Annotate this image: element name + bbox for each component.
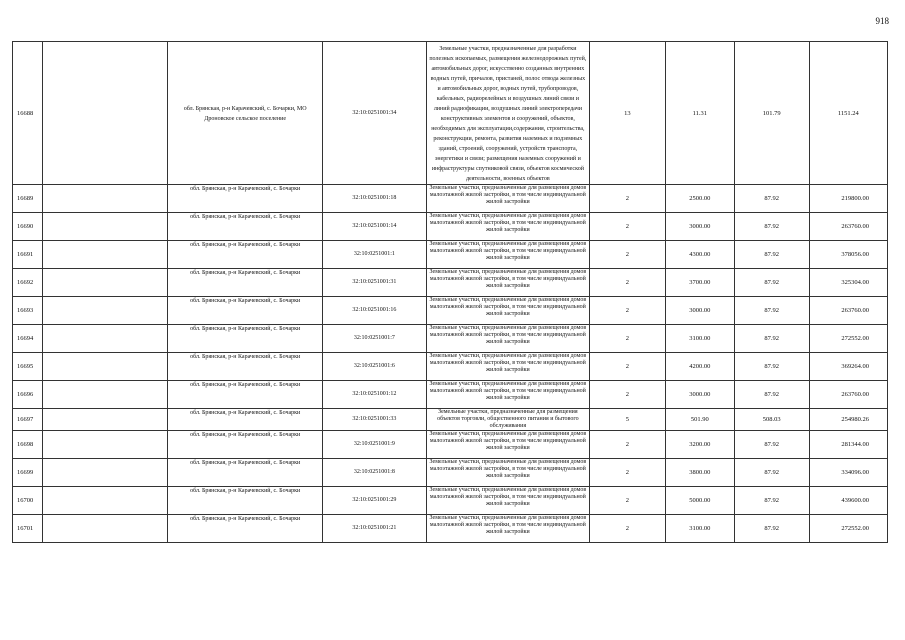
row-area: 3100.00	[665, 325, 734, 353]
row-address: обл. Брянская, р-н Карачевский, с. Бочарки	[168, 409, 322, 431]
row-rate: 87.92	[734, 381, 809, 409]
row-address: обл. Брянская, р-н Карачевский, с. Бочарки	[168, 381, 322, 409]
row-rate: 87.92	[734, 269, 809, 297]
row-rate: 87.92	[734, 353, 809, 381]
row-address: обл. Брянская, р-н Карачевский, с. Бочарки	[168, 325, 322, 353]
row-purpose: Земельные участки, предназначенные для размещения домов малоэтажной жилой застройки, в том числе индивидуальной жилой застройки	[426, 515, 589, 543]
row-group: 2	[589, 381, 665, 409]
row-cadastral-number: 32:10:0251001:12	[322, 381, 426, 409]
row-rate: 87.92	[734, 185, 809, 213]
empty-cell	[43, 459, 168, 487]
row-area: 3000.00	[665, 213, 734, 241]
row-cadastral-number: 32:10:0251001:9	[322, 431, 426, 459]
row-group: 2	[589, 487, 665, 515]
row-cost: 325304.00	[809, 269, 887, 297]
row-purpose: Земельные участки, предназначенные для размещения домов малоэтажной жилой застройки, в том числе индивидуальной жилой застройки	[426, 297, 589, 325]
row-id: 16692	[13, 269, 43, 297]
row-rate: 87.92	[734, 515, 809, 543]
row-rate: 508.03	[734, 409, 809, 431]
row-purpose: Земельные участки, предназначенные для размещения домов малоэтажной жилой застройки, в том числе индивидуальной жилой застройки	[426, 353, 589, 381]
table-row	[13, 42, 888, 185]
row-group: 2	[589, 269, 665, 297]
row-cadastral-number: 32:10:0251001:7	[322, 325, 426, 353]
row-area: 5000.00	[665, 487, 734, 515]
row-area: 3200.00	[665, 431, 734, 459]
row-area: 11.31	[665, 42, 734, 185]
row-purpose: Земельные участки, предназначенные для размещения домов малоэтажной жилой застройки, в том числе индивидуальной жилой застройки	[426, 487, 589, 515]
row-address: обл. Брянская, р-н Карачевский, с. Бочарки	[168, 487, 322, 515]
table-row	[13, 459, 888, 487]
row-cost: 378056.00	[809, 241, 887, 269]
row-rate: 87.92	[734, 487, 809, 515]
row-group: 2	[589, 325, 665, 353]
table-body	[13, 42, 888, 543]
row-cost: 334096.00	[809, 459, 887, 487]
row-purpose: Земельные участки, предназначенные для размещения домов малоэтажной жилой застройки, в том числе индивидуальной жилой застройки	[426, 381, 589, 409]
table-row	[13, 213, 888, 241]
row-purpose: Земельные участки, предназначенные для размещения домов малоэтажной жилой застройки, в том числе индивидуальной жилой застройки	[426, 431, 589, 459]
table-row	[13, 241, 888, 269]
row-cadastral-number: 32:10:0251001:33	[322, 409, 426, 431]
row-purpose: Земельные участки, предназначенные для размещения домов малоэтажной жилой застройки, в том числе индивидуальной жилой застройки	[426, 325, 589, 353]
row-cadastral-number: 32:10:0251001:16	[322, 297, 426, 325]
row-id: 16696	[13, 381, 43, 409]
row-group: 13	[589, 42, 665, 185]
table-row	[13, 185, 888, 213]
page-number: 918	[875, 16, 889, 26]
row-area: 3000.00	[665, 297, 734, 325]
empty-cell	[43, 269, 168, 297]
row-cost: 281344.00	[809, 431, 887, 459]
row-area: 2500.00	[665, 185, 734, 213]
row-cadastral-number: 32:10:0251001:14	[322, 213, 426, 241]
row-cadastral-number: 32:10:0251001:34	[322, 42, 426, 185]
row-address: обл. Брянская, р-н Карачевский, с. Бочарки	[168, 459, 322, 487]
table-row	[13, 431, 888, 459]
row-group: 2	[589, 241, 665, 269]
row-cost: 254980.26	[809, 409, 887, 431]
row-id: 16698	[13, 431, 43, 459]
row-group: 2	[589, 213, 665, 241]
table-row	[13, 487, 888, 515]
row-cost: 263760.00	[809, 381, 887, 409]
row-purpose: Земельные участки, предназначенные для размещения домов малоэтажной жилой застройки, в том числе индивидуальной жилой застройки	[426, 269, 589, 297]
row-id: 16701	[13, 515, 43, 543]
row-purpose: Земельные участки, предназначенные для размещения домов малоэтажной жилой застройки, в том числе индивидуальной жилой застройки	[426, 241, 589, 269]
table-row	[13, 515, 888, 543]
row-group: 2	[589, 459, 665, 487]
row-address: обл. Брянская, р-н Карачевский, с. Бочарки	[168, 515, 322, 543]
row-area: 3000.00	[665, 381, 734, 409]
empty-cell	[43, 515, 168, 543]
row-area: 4200.00	[665, 353, 734, 381]
table-row	[13, 353, 888, 381]
row-cadastral-number: 32:10:0251001:31	[322, 269, 426, 297]
row-purpose: Земельные участки, предназначенные для размещения домов малоэтажной жилой застройки, в том числе индивидуальной жилой застройки	[426, 185, 589, 213]
row-cadastral-number: 32:10:0251001:8	[322, 459, 426, 487]
row-cost: 439600.00	[809, 487, 887, 515]
empty-cell	[43, 325, 168, 353]
row-rate: 101.79	[734, 42, 809, 185]
row-group: 2	[589, 185, 665, 213]
row-group: 2	[589, 297, 665, 325]
row-cadastral-number: 32:10:0251001:6	[322, 353, 426, 381]
row-area: 501.90	[665, 409, 734, 431]
row-id: 16689	[13, 185, 43, 213]
empty-cell	[43, 241, 168, 269]
row-cadastral-number: 32:10:0251001:1	[322, 241, 426, 269]
row-cadastral-number: 32:10:0251001:21	[322, 515, 426, 543]
table-row	[13, 325, 888, 353]
empty-cell	[43, 42, 168, 185]
row-address: обл. Брянская, р-н Карачевский, с. Бочарки	[168, 297, 322, 325]
empty-cell	[43, 381, 168, 409]
row-cadastral-number: 32:10:0251001:18	[322, 185, 426, 213]
row-id: 16700	[13, 487, 43, 515]
row-group: 2	[589, 515, 665, 543]
row-cost: 263760.00	[809, 297, 887, 325]
row-area: 3100.00	[665, 515, 734, 543]
row-address: обл. Брянская, р-н Карачевский, с. Бочарки	[168, 431, 322, 459]
row-cost: 263760.00	[809, 213, 887, 241]
row-id: 16697	[13, 409, 43, 431]
row-rate: 87.92	[734, 297, 809, 325]
row-purpose: Земельные участки, предназначенные для размещения объектов торговли, общественного питания и бытового обслуживания	[426, 409, 589, 431]
row-purpose: Земельные участки, предназначенные для размещения домов малоэтажной жилой застройки, в том числе индивидуальной жилой застройки	[426, 213, 589, 241]
row-address: обл. Брянская, р-н Карачевский, с. Бочарки	[168, 269, 322, 297]
empty-cell	[43, 213, 168, 241]
row-rate: 87.92	[734, 459, 809, 487]
row-cost: 219800.00	[809, 185, 887, 213]
row-id: 16688	[13, 42, 43, 185]
empty-cell	[43, 487, 168, 515]
row-id: 16694	[13, 325, 43, 353]
row-address: обл. Брянская, р-н Карачевский, с. Бочарки	[168, 213, 322, 241]
row-group: 5	[589, 409, 665, 431]
row-cost: 1151.24	[809, 42, 887, 185]
table-row	[13, 409, 888, 431]
row-id: 16695	[13, 353, 43, 381]
row-cost: 369264.00	[809, 353, 887, 381]
row-rate: 87.92	[734, 431, 809, 459]
row-id: 16693	[13, 297, 43, 325]
empty-cell	[43, 353, 168, 381]
row-address: обл. Брянская, р-н Карачевский, с. Бочарки	[168, 353, 322, 381]
row-address: обл. Брянская, р-н Карачевский, с. Бочарки	[168, 241, 322, 269]
row-id: 16691	[13, 241, 43, 269]
row-purpose: Земельные участки, предназначенные для размещения домов малоэтажной жилой застройки, в том числе индивидуальной жилой застройки	[426, 459, 589, 487]
row-cost: 272552.00	[809, 515, 887, 543]
row-area: 3700.00	[665, 269, 734, 297]
row-rate: 87.92	[734, 325, 809, 353]
row-rate: 87.92	[734, 213, 809, 241]
row-cadastral-number: 32:10:0251001:29	[322, 487, 426, 515]
cadastral-value-table	[12, 41, 888, 543]
row-purpose: Земельные участки, предназначенные для разработки полезных ископаемых, размещения железнодорожных путей, автомобильных дорог, искусственно созданных внутренних водных путей, причалов, пристаней, полос отвода железных и автомобильных дорог, водных путей, трубопроводов, кабельных, радиорелейных и воздушных линий связи и линий радиофикации, воздушных линий электропередачи конструктивных элементов и сооружений, объектов, необходимых для эксплуатации,содержания, строительства, реконструкции, ремонта, развития наземных и подземных зданий, строений, сооружений, устройств транспорта, энергетики и связи; размещения наземных сооружений и инфраструктуры спутниковой связи, объектов космической деятельности, военных объектов	[426, 42, 589, 185]
row-area: 3800.00	[665, 459, 734, 487]
empty-cell	[43, 185, 168, 213]
row-group: 2	[589, 431, 665, 459]
row-address: обл. Брянская, р-н Карачевский, с. Бочарки	[168, 185, 322, 213]
row-rate: 87.92	[734, 241, 809, 269]
table-row	[13, 381, 888, 409]
row-cost: 272552.00	[809, 325, 887, 353]
empty-cell	[43, 409, 168, 431]
row-id: 16699	[13, 459, 43, 487]
row-id: 16690	[13, 213, 43, 241]
row-address: обл. Брянская, р-н Карачевский, с. Бочарки, МО Дроновское сельское поселение	[168, 42, 322, 185]
table-row	[13, 297, 888, 325]
row-area: 4300.00	[665, 241, 734, 269]
empty-cell	[43, 297, 168, 325]
table-row	[13, 269, 888, 297]
row-group: 2	[589, 353, 665, 381]
empty-cell	[43, 431, 168, 459]
